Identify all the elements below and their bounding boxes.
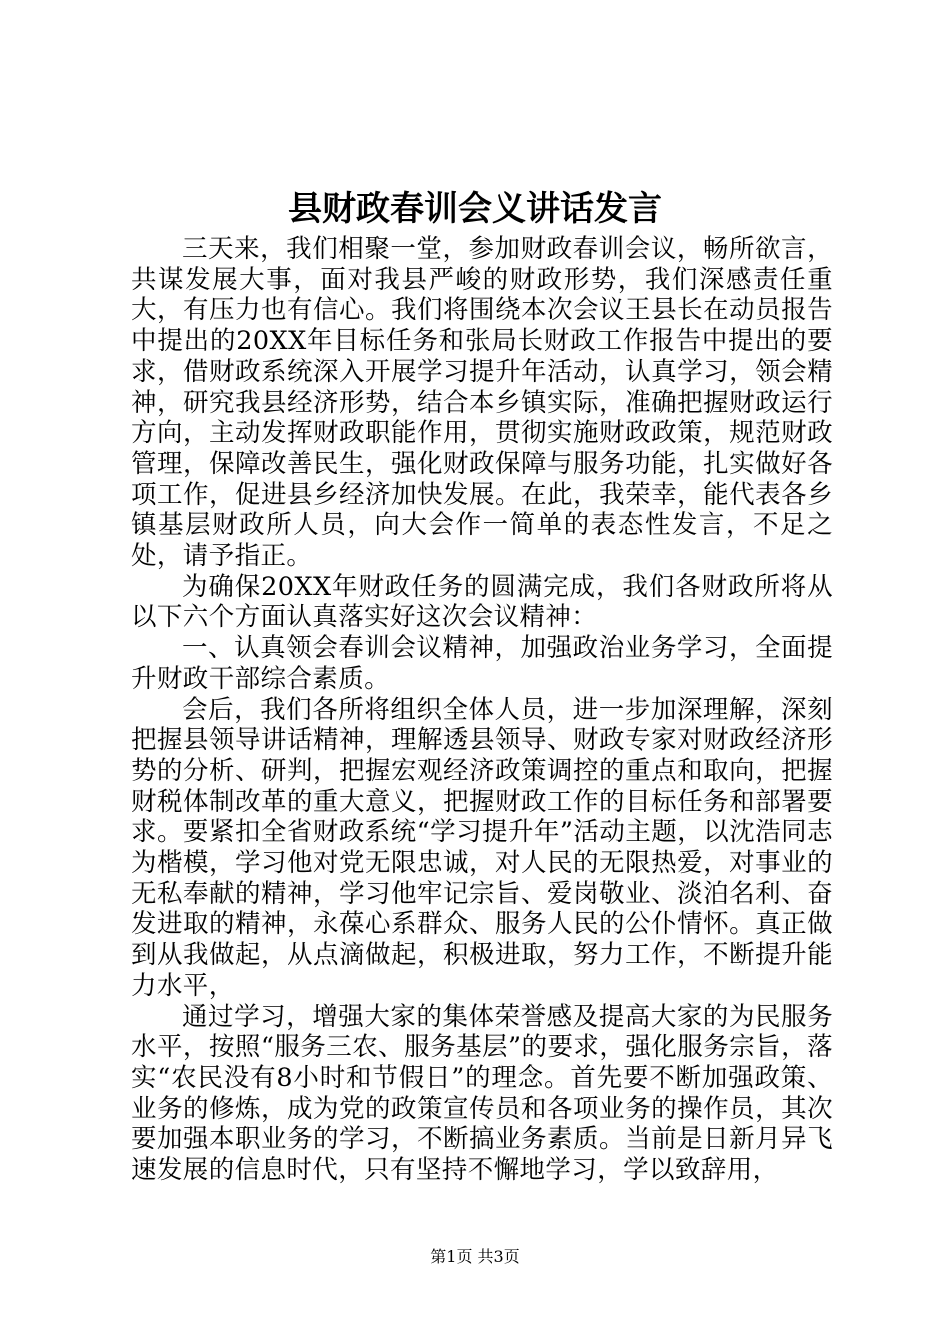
paragraph-section-one-body: 会后，我们各所将组织全体人员，进一步加深理解，深刻把握县领导讲话精神，理解透县领导、财政专家对财政经济形势的分析、研判，把握宏观经济政策调控的重点和取向，把握财税体制改革的重大意义，把握财政工作的目标任务和部署要求。要紧扣全省财政系统“学习提升年”活动主题，以沈浩同志为楷模，学习他对党无限忠诚，对人民的无限热爱，对事业的无私奉献的精神，学习他牢记宗旨、爱岗敬业、淡泊名利、奋发进取的精神，永葆心系群众、服务人民的公仆情怀。真正做到从我做起，从点滴做起，积极进取，努力工作，不断提升能力水平， xyxy=(131,694,833,1001)
page-number-footer: 第1页 共3页 xyxy=(430,1247,520,1266)
paragraph-opening: 三天来，我们相聚一堂，参加财政春训会议，畅所欲言，共谋发展大事，面对我县严峻的财政形势，我们深感责任重大，有压力也有信心。我们将围绕本次会议王县长在动员报告中提出的20XX年目标任务和张局长财政工作报告中提出的要求，借财政系统深入开展学习提升年活动，认真学习，领会精神，研究我县经济形势，结合本乡镇实际，准确把握财政运行方向，主动发挥财政职能作用，贯彻实施财政政策，规范财政管理，保障改善民生，强化财政保障与服务功能，扎实做好各项工作，促进县乡经济加快发展。在此，我荣幸，能代表各乡镇基层财政所人员，向大会作一简单的表态性发言，不足之处，请予指正。 xyxy=(131,234,833,572)
document-title: 县财政春训会义讲话发言 xyxy=(288,189,662,229)
paragraph-study-service: 通过学习，增强大家的集体荣誉感及提高大家的为民服务水平，按照“服务三农、服务基层”的要求，强化服务宗旨，落实“农民没有8小时和节假日”的理念。首先要不断加强政策、业务的修炼，成为党的政策宣传员和各项业务的操作员，其次要加强本职业务的学习，不断搞业务素质。当前是日新月异飞速发展的信息时代，只有坚持不懈地学习，学以致辞用， xyxy=(131,1001,833,1186)
document-body xyxy=(131,234,833,1186)
paragraph-section-one-heading: 一、认真领会春训会议精神，加强政治业务学习，全面提升财政干部综合素质。 xyxy=(131,633,833,694)
paragraph-intro-six-aspects: 为确保20XX年财政任务的圆满完成，我们各财政所将从以下六个方面认真落实好这次会议精神： xyxy=(131,571,833,633)
